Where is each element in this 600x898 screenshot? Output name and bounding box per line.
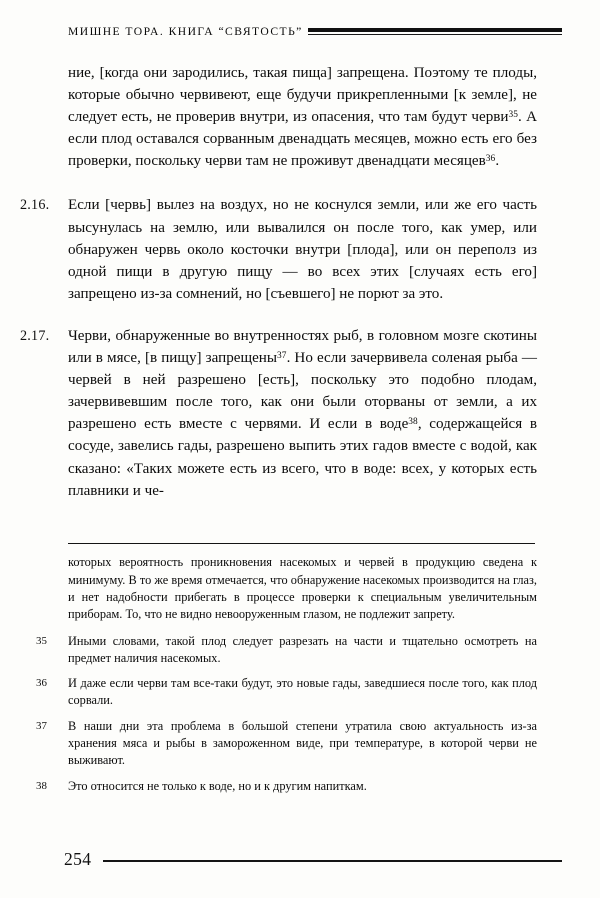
footnote-item <box>20 633 537 668</box>
footnote-item <box>20 675 537 710</box>
footnote-continuation-text: которых вероятность проникновения насекомых и червей в продукцию сведена к минимуму. В то же время отмечается, что обнаружение насекомых производится на глаз, и нет надобности прибегать в процессе проверки к специальным увеличительным приборам. То, что не видно невооруженным глазом, не подлежит запрету. <box>68 555 537 622</box>
paragraph-text-part: . А если плод оставался сорванным двенадцать месяцев, можно есть его без проверки, поскольку черви там не проживут двенадцати месяцев <box>68 109 537 170</box>
footnote-marker-37[interactable]: 37 <box>277 351 287 362</box>
footnote-marker-35[interactable]: 35 <box>508 110 519 121</box>
page-folio <box>64 849 562 870</box>
paragraph-number-2-17: 2.17. <box>20 327 50 344</box>
body-text-block <box>20 62 537 522</box>
paragraph-text <box>68 62 537 172</box>
footnote-section <box>20 543 537 803</box>
footnote-number: 37 <box>36 719 47 732</box>
footnote-text: Иными словами, такой плод следует разрезать на части и тщательно осмотреть на предмет наличия насекомых. <box>68 633 537 665</box>
header-rule-thick <box>308 28 562 32</box>
footnote-text: Это относится не только к воде, но и к другим напиткам. <box>68 778 367 793</box>
paragraph-text <box>68 325 537 502</box>
footnote-number: 35 <box>36 634 47 647</box>
paragraph-number-2-16: 2.16. <box>20 197 50 214</box>
paragraph-text-part: . Но если зачервивела соленая рыба — червей в ней разрешено [есть], поскольку это подобно плодам, зачервивевшим после того, как они были оторваны от земли, а их разрешено есть вместе с червями. И если в воде <box>68 350 537 433</box>
header-double-rule <box>308 27 562 36</box>
paragraph-text-part: , содержащейся в сосуде, завелись гады, разрешено выпить этих гадов вместе с водой, как сказано: «Таких можете есть из всего, что в воде: всех, у которых есть плавники и че- <box>68 416 537 499</box>
paragraph-2-17 <box>20 325 537 502</box>
footnote-number: 36 <box>36 677 47 690</box>
folio-rule <box>103 860 562 862</box>
paragraph-continuation <box>20 62 537 172</box>
paragraph-text-part: Черви, обнаруженные во внутренностях рыб, в головном мозге скотины или в мясе, [в пищу] запрещены <box>68 327 537 367</box>
footnote-marker-36[interactable]: 36 <box>485 154 496 165</box>
running-header-title: МИШНЕ ТОРА. КНИГА “СВЯТОСТЬ” <box>68 24 303 38</box>
paragraph-text-part: . <box>495 153 500 170</box>
footnote-list <box>20 633 537 795</box>
footnote-item <box>20 718 537 770</box>
header-rule-thin <box>308 34 562 35</box>
running-header <box>68 20 562 42</box>
paragraph-text-part: ние, [когда они зародились, такая пища] запрещена. Поэтому те плоды, которые обычно червивеют, еще будучи прикрепленными [к земле], не следует есть, не проверив внутри, из опасения, что там будут черви <box>68 65 537 126</box>
footnote-text: В наши дни эта проблема в большой степени утратила свою актуальность из-за хранения мяса и рыбы в замороженном виде, при температуре, в которой черви не выживают. <box>68 718 537 768</box>
paragraph-2-16 <box>20 194 537 304</box>
footnote-separator-rule <box>68 543 535 544</box>
footnote-number: 38 <box>36 779 47 792</box>
footnote-marker-38[interactable]: 38 <box>408 417 418 428</box>
paragraph-text: Если [червь] вылез на воздух, но не коснулся земли, или же его часть высунулась на землю, или вывалился он после того, как умер, или обнаружен червь около косточки внутри [плода], или он переполз из одной пищи в другую пищу — во всех этих [случаях есть его] запрещено из-за сомнений, но [съевшего] не порют за это. <box>68 197 537 302</box>
footnote-text: И даже если черви там все-таки будут, это новые гады, заведшиеся после того, как плод сорвали. <box>68 676 537 708</box>
footnote-item <box>20 778 537 795</box>
page-number: 254 <box>64 849 92 869</box>
